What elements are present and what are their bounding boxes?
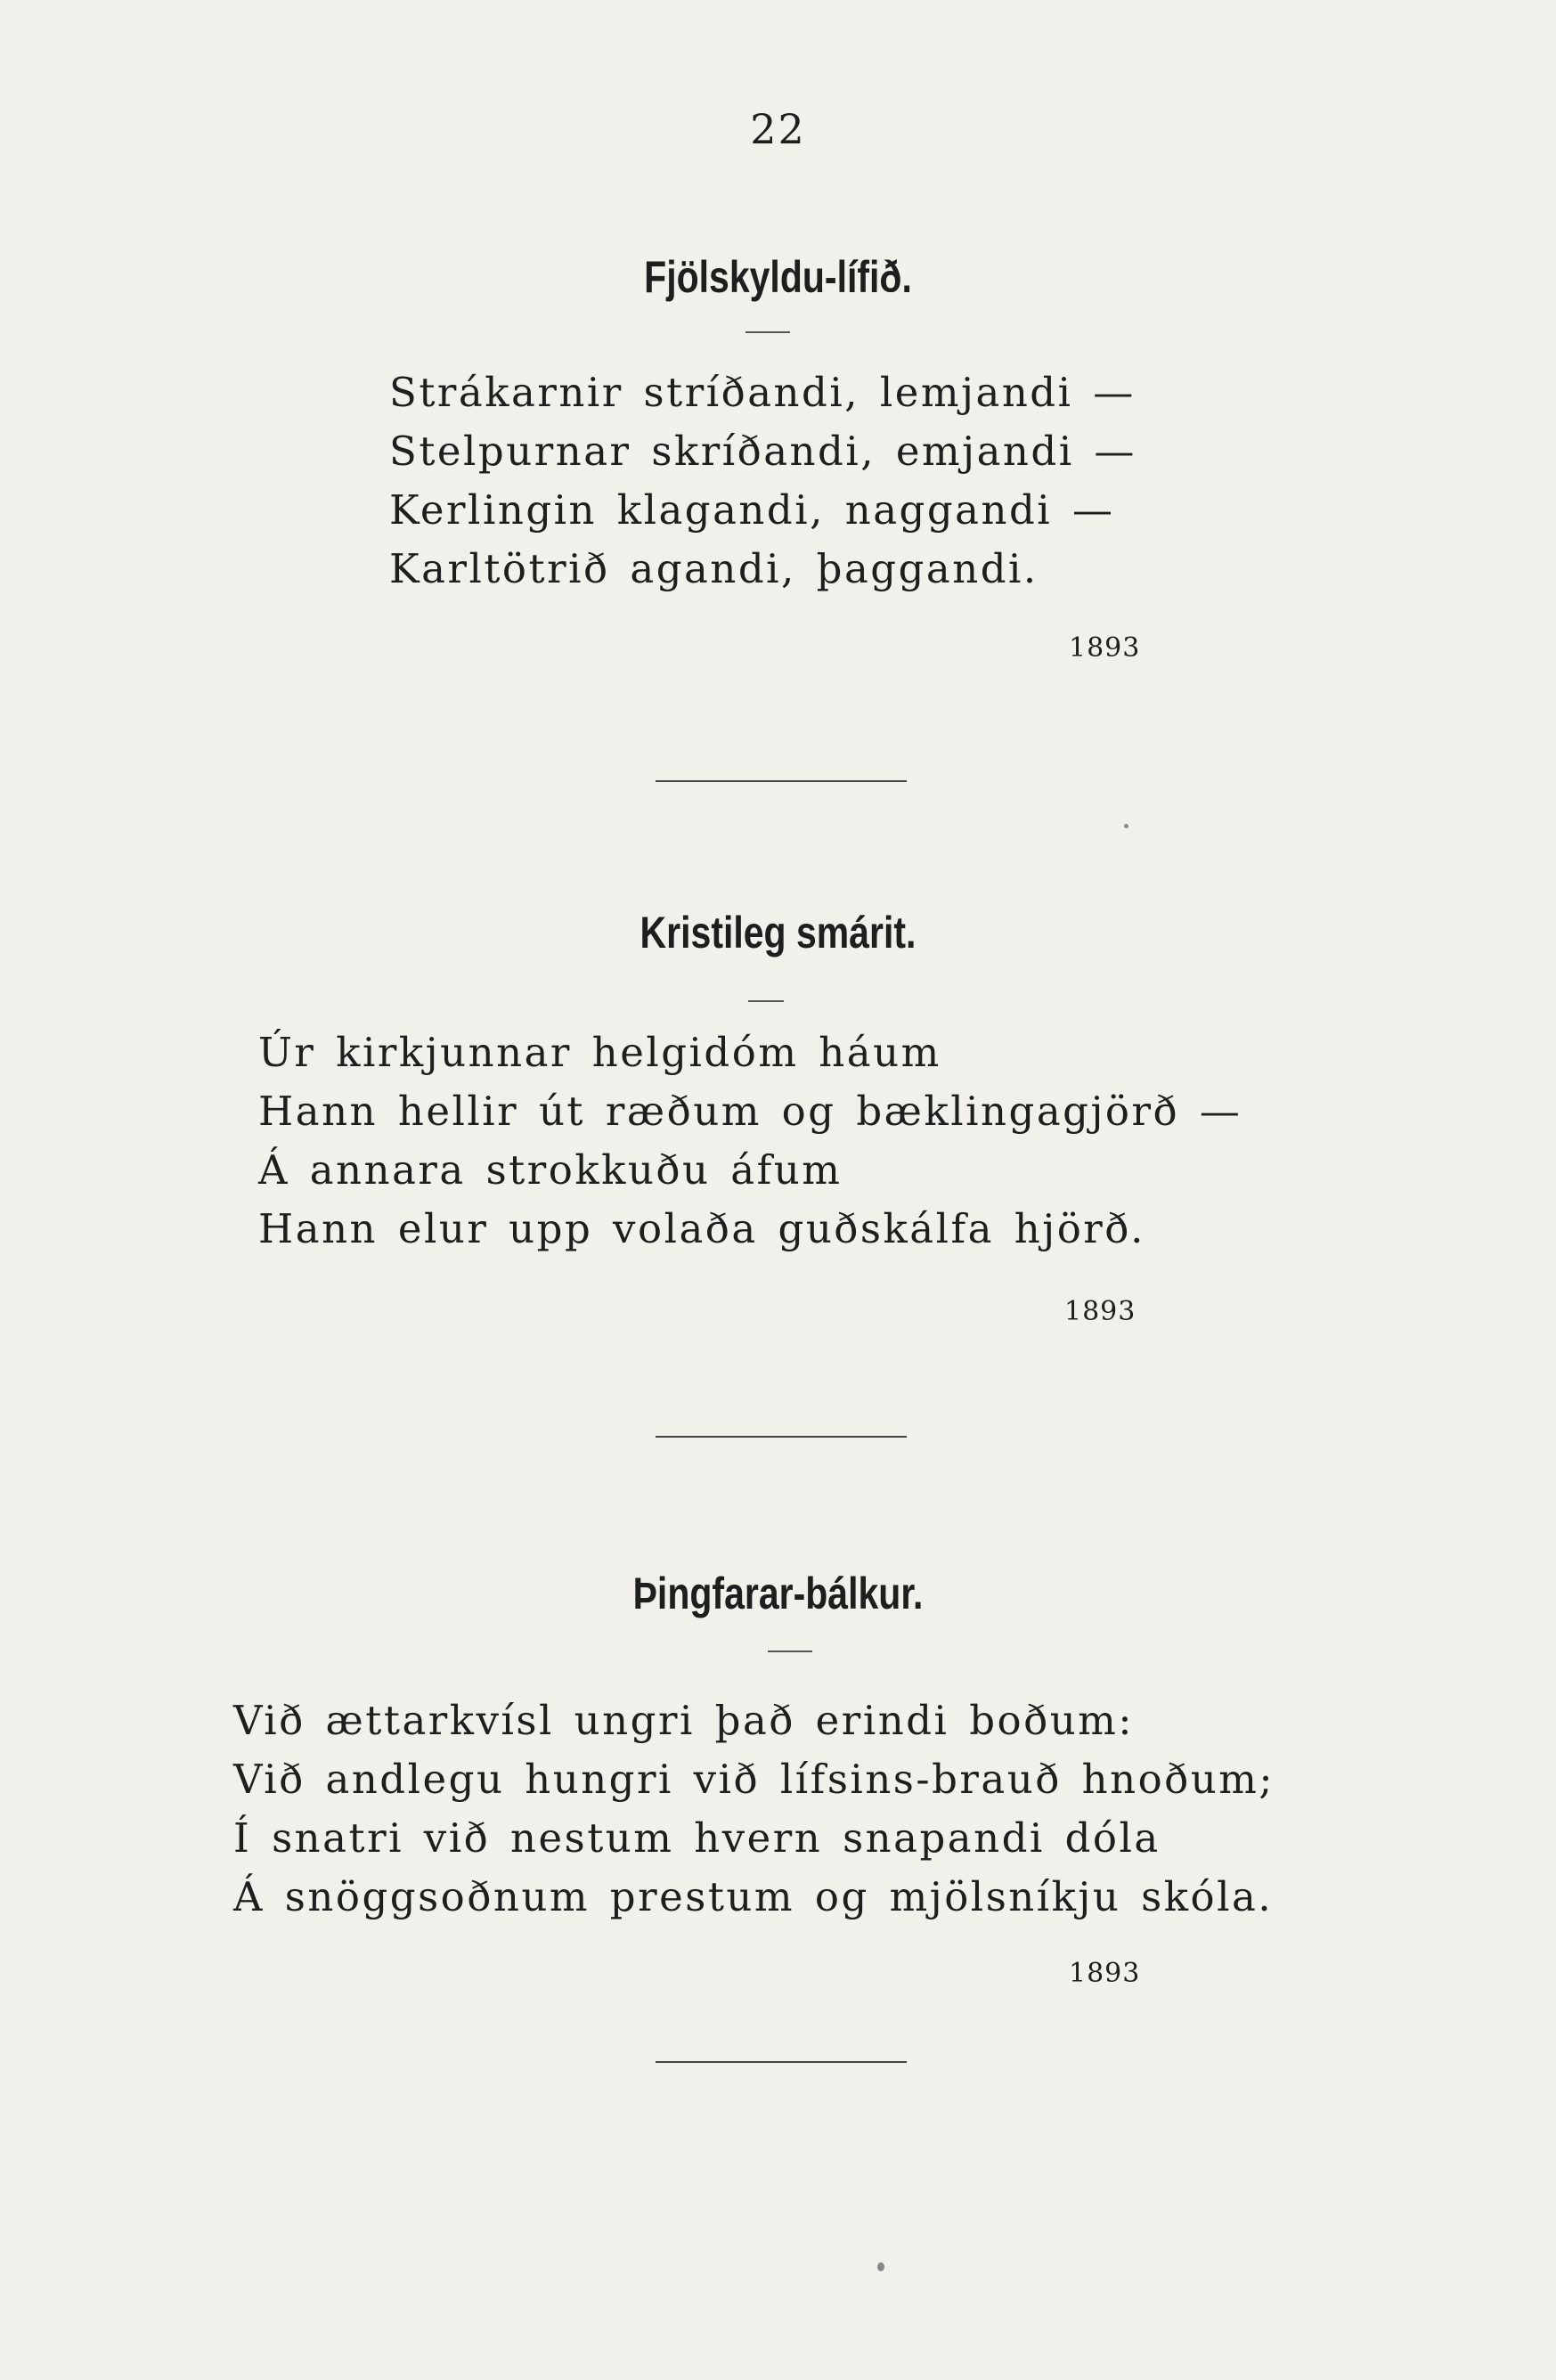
section-divider [656,780,907,782]
verse-block [389,363,1136,599]
verse-line: Úr kirkjunnar helgidóm háum [258,1029,941,1076]
verse-line: Strákarnir stríðandi, lemjandi — [389,369,1136,416]
title-rule [748,1000,784,1002]
verse-line: Karltötrið agandi, þaggandi. [389,545,1039,592]
verse-line: Hann elur upp volaða guðskálfa hjörð. [258,1205,1145,1252]
poem-year: 1893 [1069,1958,1141,1989]
poem-title: Fjölskyldu-lífið. [644,252,912,302]
poem-year: 1893 [1064,1296,1136,1327]
verse-line: Í snatri við nestum hvern snapandi dóla [233,1814,1161,1862]
verse-line: Kerlingin klagandi, naggandi — [389,486,1115,534]
title-rule [768,1651,812,1652]
poem-title: Kristileg smárit. [640,908,916,958]
verse-line: Við andlegu hungri við lífsins-brauð hnoðum; [233,1756,1275,1803]
title-rule [745,331,790,333]
verse-line: Á annara strokkuðu áfum [258,1146,843,1194]
verse-line: Stelpurnar skríðandi, emjandi — [389,428,1136,475]
poem-title: Þingfarar-bálkur. [632,1569,924,1618]
section-divider [656,2061,907,2063]
verse-block [233,1691,1275,1927]
poem-year: 1893 [1069,632,1141,664]
verse-block [258,1023,1242,1259]
verse-line: Á snöggsoðnum prestum og mjölsníkju skóla. [233,1873,1274,1920]
verse-line: Hann hellir út ræðum og bæklingagjörð — [258,1088,1242,1135]
page-number: 22 [750,105,806,153]
print-speck [877,2262,884,2271]
verse-line: Við ættarkvísl ungri það erindi boðum: [233,1697,1135,1744]
section-divider [656,1436,907,1438]
print-speck [1124,824,1128,828]
